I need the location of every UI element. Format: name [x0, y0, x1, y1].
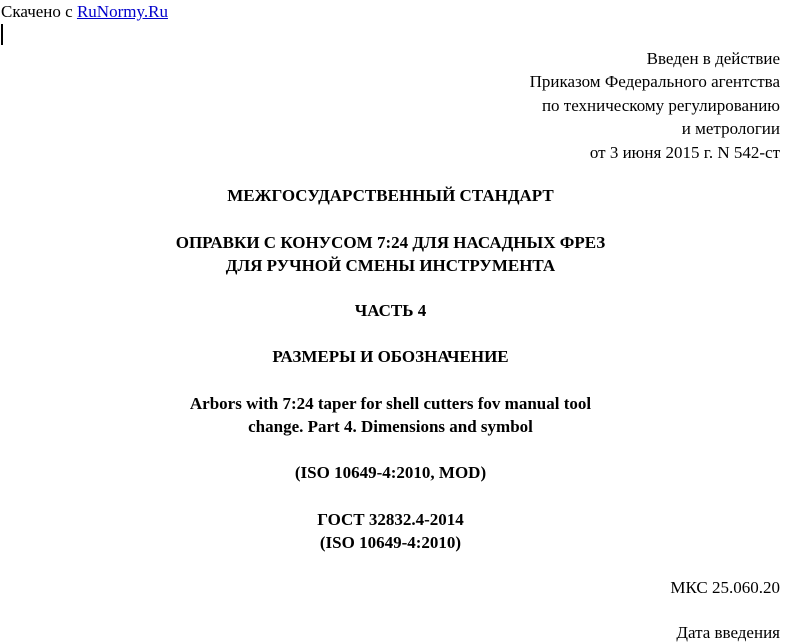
mks-code: МКС 25.060.20: [670, 578, 780, 597]
title-line: ОПРАВКИ С КОНУСОМ 7:24 ДЛЯ НАСАДНЫХ ФРЕЗ: [175, 233, 606, 252]
source-prefix: Скачено с: [1, 2, 77, 21]
introduction-line: от 3 июня 2015 г. N 542-ст: [589, 142, 780, 162]
gost-designation: [0, 508, 781, 554]
gost-iso: (ISO 10649-4:2010): [319, 533, 462, 552]
introduction-line: и метрологии: [681, 119, 780, 139]
iso-reference-text: (ISO 10649-4:2010, MOD): [294, 463, 487, 482]
english-title-line: change. Part 4. Dimensions and symbol: [248, 417, 533, 436]
english-title: [0, 392, 781, 438]
source-link[interactable]: RuNormy.Ru: [76, 2, 168, 21]
english-title-line: Arbors with 7:24 taper for shell cutters fov manual tool: [189, 394, 592, 413]
subtitle-text: РАЗМЕРЫ И ОБОЗНАЧЕНИЕ: [272, 347, 509, 366]
introduction-block: [360, 47, 780, 164]
standard-type-text: МЕЖГОСУДАРСТВЕННЫЙ СТАНДАРТ: [227, 186, 554, 205]
standard-type-heading: [0, 184, 781, 207]
title-heading: [0, 231, 781, 277]
text-cursor: [1, 24, 3, 45]
title-line: ДЛЯ РУЧНОЙ СМЕНЫ ИНСТРУМЕНТА: [225, 256, 556, 275]
gost-number: ГОСТ 32832.4-2014: [317, 510, 464, 529]
introduction-line: по техническому регулированию: [541, 95, 780, 115]
date-of-introduction-label: Дата введения: [676, 623, 780, 642]
subtitle-heading: [0, 345, 781, 368]
part-heading: [0, 299, 781, 322]
part-text: ЧАСТЬ 4: [354, 301, 427, 320]
iso-reference: [0, 461, 781, 484]
introduction-line: Введен в действие: [646, 49, 780, 68]
source-line: [1, 2, 168, 22]
introduction-line: Приказом Федерального агентства: [529, 72, 780, 92]
